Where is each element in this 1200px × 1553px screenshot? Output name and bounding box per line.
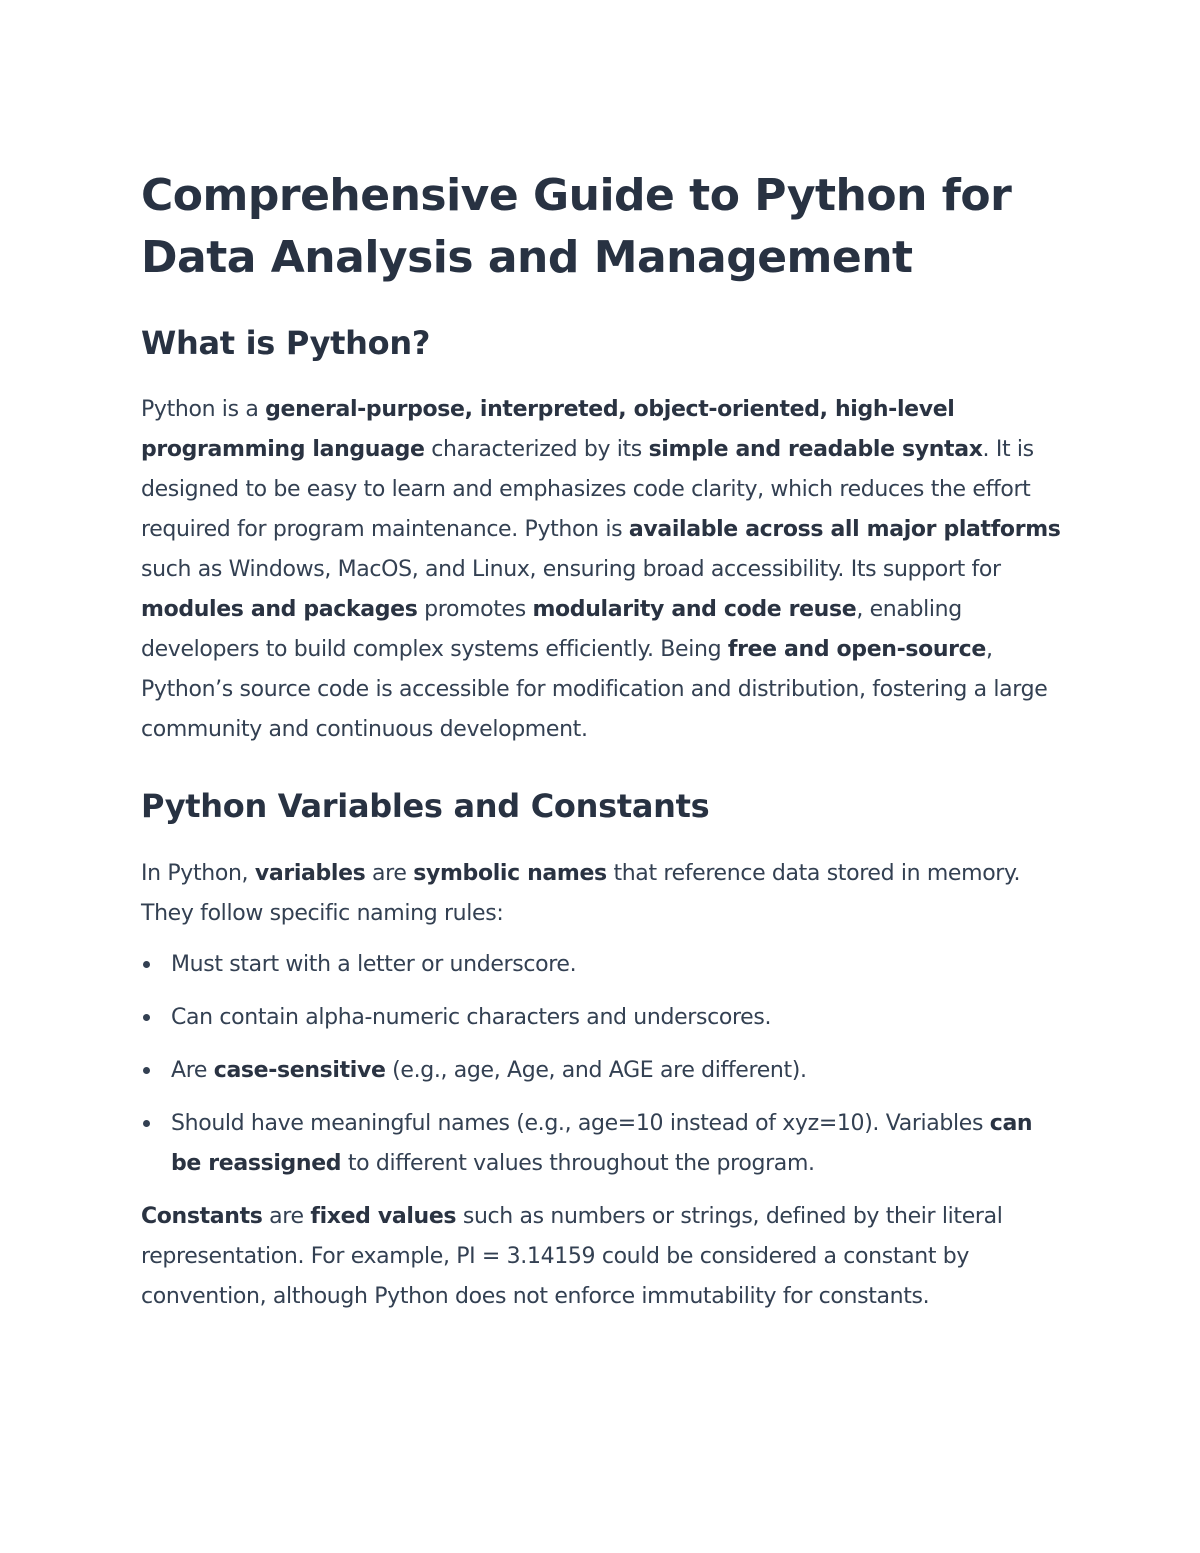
bold-text: free and open-source <box>727 637 986 662</box>
text-run: In Python, <box>141 861 255 886</box>
bold-text: modules and packages <box>141 597 418 622</box>
document-page <box>141 165 1066 1317</box>
naming-rules-list <box>141 945 1066 1184</box>
text-run: promotes <box>417 597 533 622</box>
text-run: Can contain alpha-numeric characters and underscores. <box>171 1005 772 1030</box>
text-run: Python is a <box>141 397 266 422</box>
list-item-text <box>171 1111 1032 1176</box>
text-run: . It is designed to be easy to learn and emphasizes code clarity, which reduces the effort required for program maintenance. Python is <box>141 437 1034 542</box>
text-run: Are <box>171 1058 214 1083</box>
bold-text: symbolic names <box>413 861 607 886</box>
list-item-text <box>171 952 576 977</box>
paragraph-variables-intro <box>141 854 1066 934</box>
section-heading-what-is-python: What is Python? <box>141 324 431 362</box>
section-heading-variables-constants: Python Variables and Constants <box>141 787 710 825</box>
bold-text: modularity and code reuse <box>532 597 857 622</box>
bold-text: can be reassigned <box>171 1111 1033 1176</box>
bold-text: case-sensitive <box>213 1058 386 1083</box>
bold-text: Constants <box>141 1204 263 1229</box>
text-run: , enabling developers to build complex systems efficiently. Being <box>141 597 962 662</box>
bold-text: simple and readable syntax <box>648 437 983 462</box>
text-run: are <box>365 861 414 886</box>
text-run: , Python’s source code is accessible for modification and distribution, fostering a large community and continuous development. <box>141 637 1048 742</box>
bullet-icon <box>143 1067 150 1074</box>
text-run: Must start with a letter or underscore. <box>171 952 577 977</box>
list-item <box>141 1051 1066 1091</box>
bold-text: available across all major platforms <box>628 517 1061 542</box>
bold-text: variables <box>254 861 366 886</box>
paragraph-constants <box>141 1197 1066 1317</box>
list-item <box>141 945 1066 985</box>
paragraph-what-is-python <box>141 390 1066 750</box>
text-run: characterized by its <box>424 437 649 462</box>
text-run: Should have meaningful names (e.g., age=10 instead of xyz=10). Variables <box>171 1111 990 1136</box>
document-title: Comprehensive Guide to Python for Data Analysis and Management <box>141 170 1012 283</box>
text-run: (e.g., age, Age, and AGE are different). <box>385 1058 807 1083</box>
text-run: to different values throughout the program. <box>341 1151 815 1176</box>
bullet-icon <box>143 1014 150 1021</box>
text-run: such as Windows, MacOS, and Linux, ensuring broad accessibility. Its support for <box>141 557 1001 582</box>
bold-text: fixed values <box>310 1204 457 1229</box>
text-run: are <box>262 1204 311 1229</box>
text-run: such as numbers or strings, defined by their literal representation. For example, PI = 3.14159 could be considered a constant by convention, although Python does not enforce immutability for constants. <box>141 1204 1003 1309</box>
bold-text: general-purpose, interpreted, object-oriented, high-level programming language <box>141 397 955 462</box>
list-item-text <box>171 1005 771 1030</box>
list-item-text <box>171 1058 807 1083</box>
list-item <box>141 1104 1066 1184</box>
bullet-icon <box>143 961 150 968</box>
text-run: that reference data stored in memory. They follow specific naming rules: <box>141 861 1021 926</box>
bullet-icon <box>143 1120 150 1127</box>
list-item <box>141 998 1066 1038</box>
